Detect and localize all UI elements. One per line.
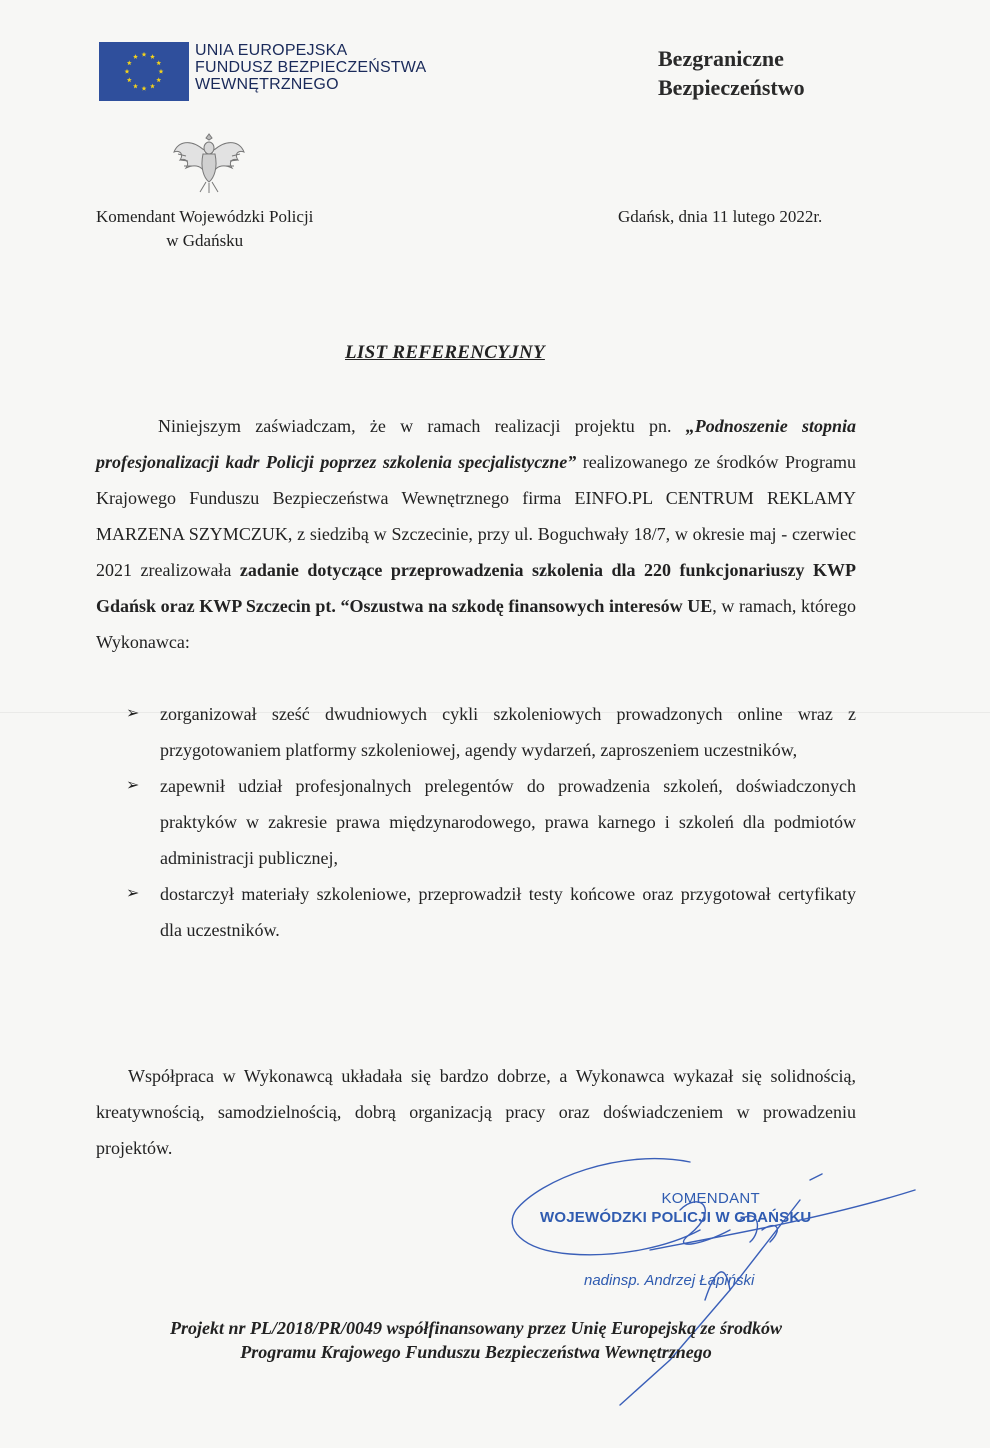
list-item-text: zorganizował sześć dwudniowych cykli szkoleniowych prowadzonych online wraz z przygotowaniem platformy szkoleniowej, agendy wydarzeń, zaproszeniem uczestników, [160, 704, 856, 760]
eu-star [133, 84, 138, 89]
list-item-text: dostarczył materiały szkoleniowe, przeprowadził testy końcowe oraz przygotował certyfikaty dla uczestników. [160, 884, 856, 940]
arrow-bullet-icon: ➢ [126, 885, 140, 902]
motto [658, 44, 805, 102]
body-paragraph [96, 408, 856, 660]
arrow-bullet-icon: ➢ [126, 777, 140, 794]
motto-line-1: Bezgraniczne [658, 46, 784, 71]
eu-fund-name [195, 42, 426, 93]
list-item [126, 876, 856, 948]
handwritten-signature [500, 1150, 940, 1410]
project-footer [96, 1316, 856, 1364]
eu-star [127, 77, 132, 82]
polish-eagle-icon [170, 128, 248, 196]
stamp-signatory-name: nadinsp. Andrzej Łapiński [584, 1272, 755, 1289]
project-name: „Podnoszenie stopnia profesjonalizacji kadr Policji poprzez szkolenia specjalistyczne” [96, 416, 856, 472]
sender-title: Komendant Wojewódzki Policji [96, 207, 314, 226]
eu-star [159, 69, 164, 74]
paragraph-intro: Niniejszym zaświadczam, że w ramach realizacji projektu pn. [158, 416, 686, 436]
footer-line-2: Programu Krajowego Funduszu Bezpieczeństwa Wewnętrznego [240, 1342, 712, 1362]
list-item [126, 768, 856, 876]
eu-stars-icon [99, 42, 189, 101]
eu-star [156, 77, 161, 82]
place-date: Gdańsk, dnia 11 lutego 2022r. [618, 207, 823, 226]
document-title: LIST REFERENCYJNY [345, 342, 545, 363]
eu-star [127, 60, 132, 65]
stamp-line-2: WOJEWÓDZKI POLICJI W GDAŃSKU [540, 1209, 812, 1226]
closing-text: Współpraca w Wykonawcą układała się bardzo dobrze, a Wykonawca wykazał się solidnością, kreatywnością, samodzielnością, dobrą organizacją pracy oraz doświadczeniem w prowadzeniu projektów. [96, 1066, 856, 1158]
eu-line-3: WEWNĘTRZNEGO [195, 76, 339, 93]
sender-location: w Gdańsku [166, 231, 244, 250]
eu-star [125, 69, 130, 74]
deliverables-list [126, 696, 856, 948]
paragraph-middle: realizowanego ze środków Programu Krajowego Funduszu Bezpieczeństwa Wewnętrznego firma EINFO.PL CENTRUM REKLAMY MARZENA SZYMCZUK, z siedzibą w Szczecinie, przy ul. Boguchwały 18/7, w okresie maj - czerwiec 2021 zrealizowała [96, 452, 856, 580]
footer-line-1: Projekt nr PL/2018/PR/0049 współfinansowany przez Unię Europejską ze środków [169, 1318, 783, 1338]
sender-block [96, 205, 313, 253]
eu-line-1: UNIA EUROPEJSKA [195, 42, 348, 59]
eu-line-2: FUNDUSZ BEZPIECZEŃSTWA [195, 59, 427, 76]
eu-star [150, 84, 155, 89]
main-paragraph [96, 408, 856, 660]
eu-flag-icon [99, 42, 189, 101]
motto-line-2: Bezpieczeństwo [658, 75, 805, 100]
task-description: zadanie dotyczące przeprowadzenia szkolenia dla 220 funkcjonariuszy KWP Gdańsk oraz KWP Szczecin pt. “Oszustwa na szkodę finansowych interesów UE [96, 560, 856, 616]
eu-logo [99, 42, 426, 101]
list-item [126, 696, 856, 768]
eu-star [150, 54, 155, 59]
eu-star [142, 52, 147, 57]
list-item-text: zapewnił udział profesjonalnych prelegentów do prowadzenia szkoleń, doświadczonych praktyków w zakresie prawa międzynarodowego, prawa karnego i szkoleń dla podmiotów administracji publicznej, [160, 776, 856, 868]
eu-star [133, 54, 138, 59]
paragraph-end: , w ramach, którego Wykonawca: [96, 596, 856, 652]
eu-star [156, 60, 161, 65]
arrow-bullet-icon: ➢ [126, 705, 140, 722]
eu-star [142, 86, 147, 91]
stamp-line-1: KOMENDANT [661, 1190, 760, 1207]
